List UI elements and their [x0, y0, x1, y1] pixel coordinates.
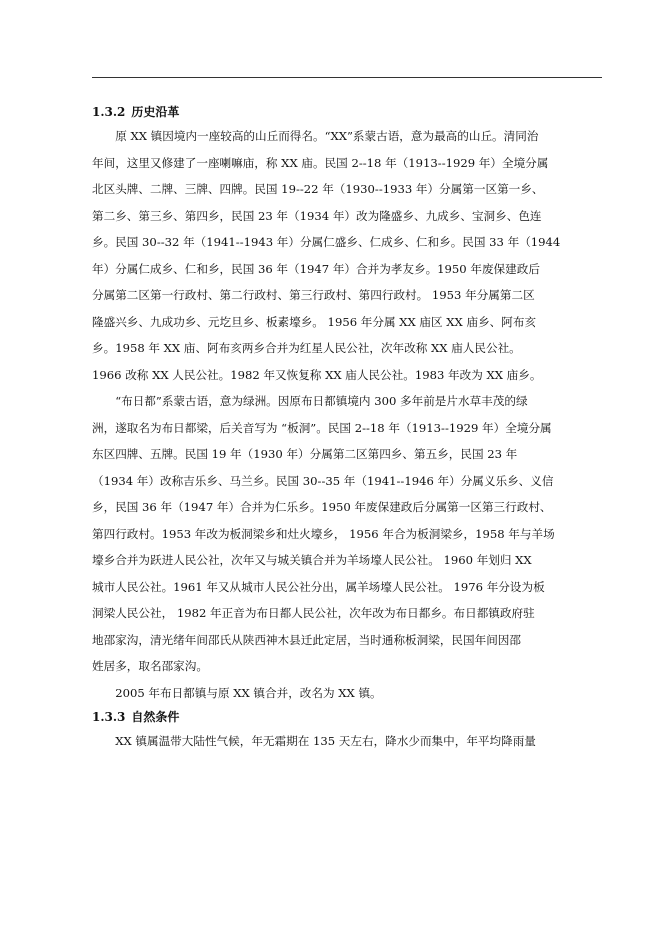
text-line: XX 镇属温带大陆性气候，年无霜期在 135 天左右，降水少而集中，年平均降雨量 [92, 734, 536, 748]
paragraph [92, 123, 600, 388]
section-number: 1.3.3 [92, 710, 126, 724]
text-line: 隆盛兴乡、九成功乡、元圪旦乡、板素壕乡。 1956 年分属 XX 庙区 XX 庙乡、阿布亥 [92, 314, 537, 329]
paragraph [92, 388, 600, 680]
section-heading-history [92, 101, 600, 123]
text-line: 2005 年布日都镇与原 XX 镇合并，改名为 XX 镇。 [92, 685, 382, 700]
text-line: 第二乡、第三乡、第四乡，民国 23 年（1934 年）改为隆盛乡、九成乡、宝洞乡、色连 [92, 208, 542, 223]
section-number: 1.3.2 [92, 105, 126, 119]
document-body [92, 101, 600, 755]
text-line: 洞梁人民公社， 1982 年正音为布日都人民公社，次年改为布日都乡。布日都镇政府驻 [92, 606, 535, 620]
section-title: 历史沿革 [131, 105, 180, 119]
paragraph [92, 680, 600, 707]
text-line: “布日都”系蒙古语，意为绿洲。因原布日都镇境内 300 多年前是片水草丰茂的绿 [92, 394, 528, 408]
paragraph [92, 728, 600, 755]
text-line: 第四行政村。1953 年改为板洞梁乡和灶火壕乡， 1956 年合为板洞梁乡，1958 年与羊场 [92, 526, 555, 541]
text-line: 1966 改称 XX 人民公社。1982 年又恢复称 XX 庙人民公社。1983 年改为 XX 庙乡。 [92, 367, 542, 382]
text-line: 乡，民国 36 年（1947 年）合并为仁乐乡。1950 年废保建政后分属第一区第三行政村、 [92, 500, 552, 514]
text-line: 姓居多，取名邵家沟。 [92, 659, 208, 673]
text-line: 乡。1958 年 XX 庙、阿布亥两乡合并为红星人民公社，次年改称 XX 庙人民公社。 [92, 341, 521, 355]
header-rule [92, 77, 602, 78]
text-line: （1934 年）改称吉乐乡、马兰乡。民国 30--35 年（1941--1946 年）分属义乐乡、义信 [92, 473, 554, 488]
text-line: 洲，遂取名为布日都梁，后关音写为 “板洞”。民国 2--18 年（1913--1929 年）全境分属 [92, 420, 552, 435]
text-line: 原 XX 镇因境内一座较高的山丘而得名。“XX”系蒙古语，意为最高的山丘。清同治 [92, 129, 539, 143]
section-title: 自然条件 [131, 710, 180, 724]
text-line: 年间，这里又修建了一座喇嘛庙，称 XX 庙。民国 2--18 年（1913--1929 年）全境分属 [92, 155, 549, 170]
text-line: 分属第二区第一行政村、第二行政村、第三行政村、第四行政村。 1953 年分属第二区 [92, 288, 535, 302]
section-heading-natural-conditions [92, 706, 600, 728]
text-line: 北区头牌、二牌、三牌、四牌。民国 19--22 年（1930--1933 年）分属第一区第一乡、 [92, 182, 544, 196]
text-line: 乡。民国 30--32 年（1941--1943 年）分属仁盛乡、仁成乡、仁和乡。民国 33 年（1944 [92, 235, 561, 249]
text-line: 地邵家沟，清光绪年间邵氏从陕西神木县迁此定居，当时通称板洞梁，民国年间因邵 [92, 632, 521, 647]
text-line: 壕乡合并为跃进人民公社，次年又与城关镇合并为羊场壕人民公社。 1960 年划归 XX [92, 553, 532, 567]
text-line: 东区四牌、五牌。民国 19 年（1930 年）分属第二区第四乡、第五乡，民国 23 年 [92, 447, 518, 461]
text-line: 年）分属仁成乡、仁和乡，民国 36 年（1947 年）合并为孝友乡。1950 年废保建政后 [92, 261, 540, 276]
text-line: 城市人民公社。1961 年又从城市人民公社分出，属羊场壕人民公社。 1976 年分设为板 [92, 579, 545, 594]
